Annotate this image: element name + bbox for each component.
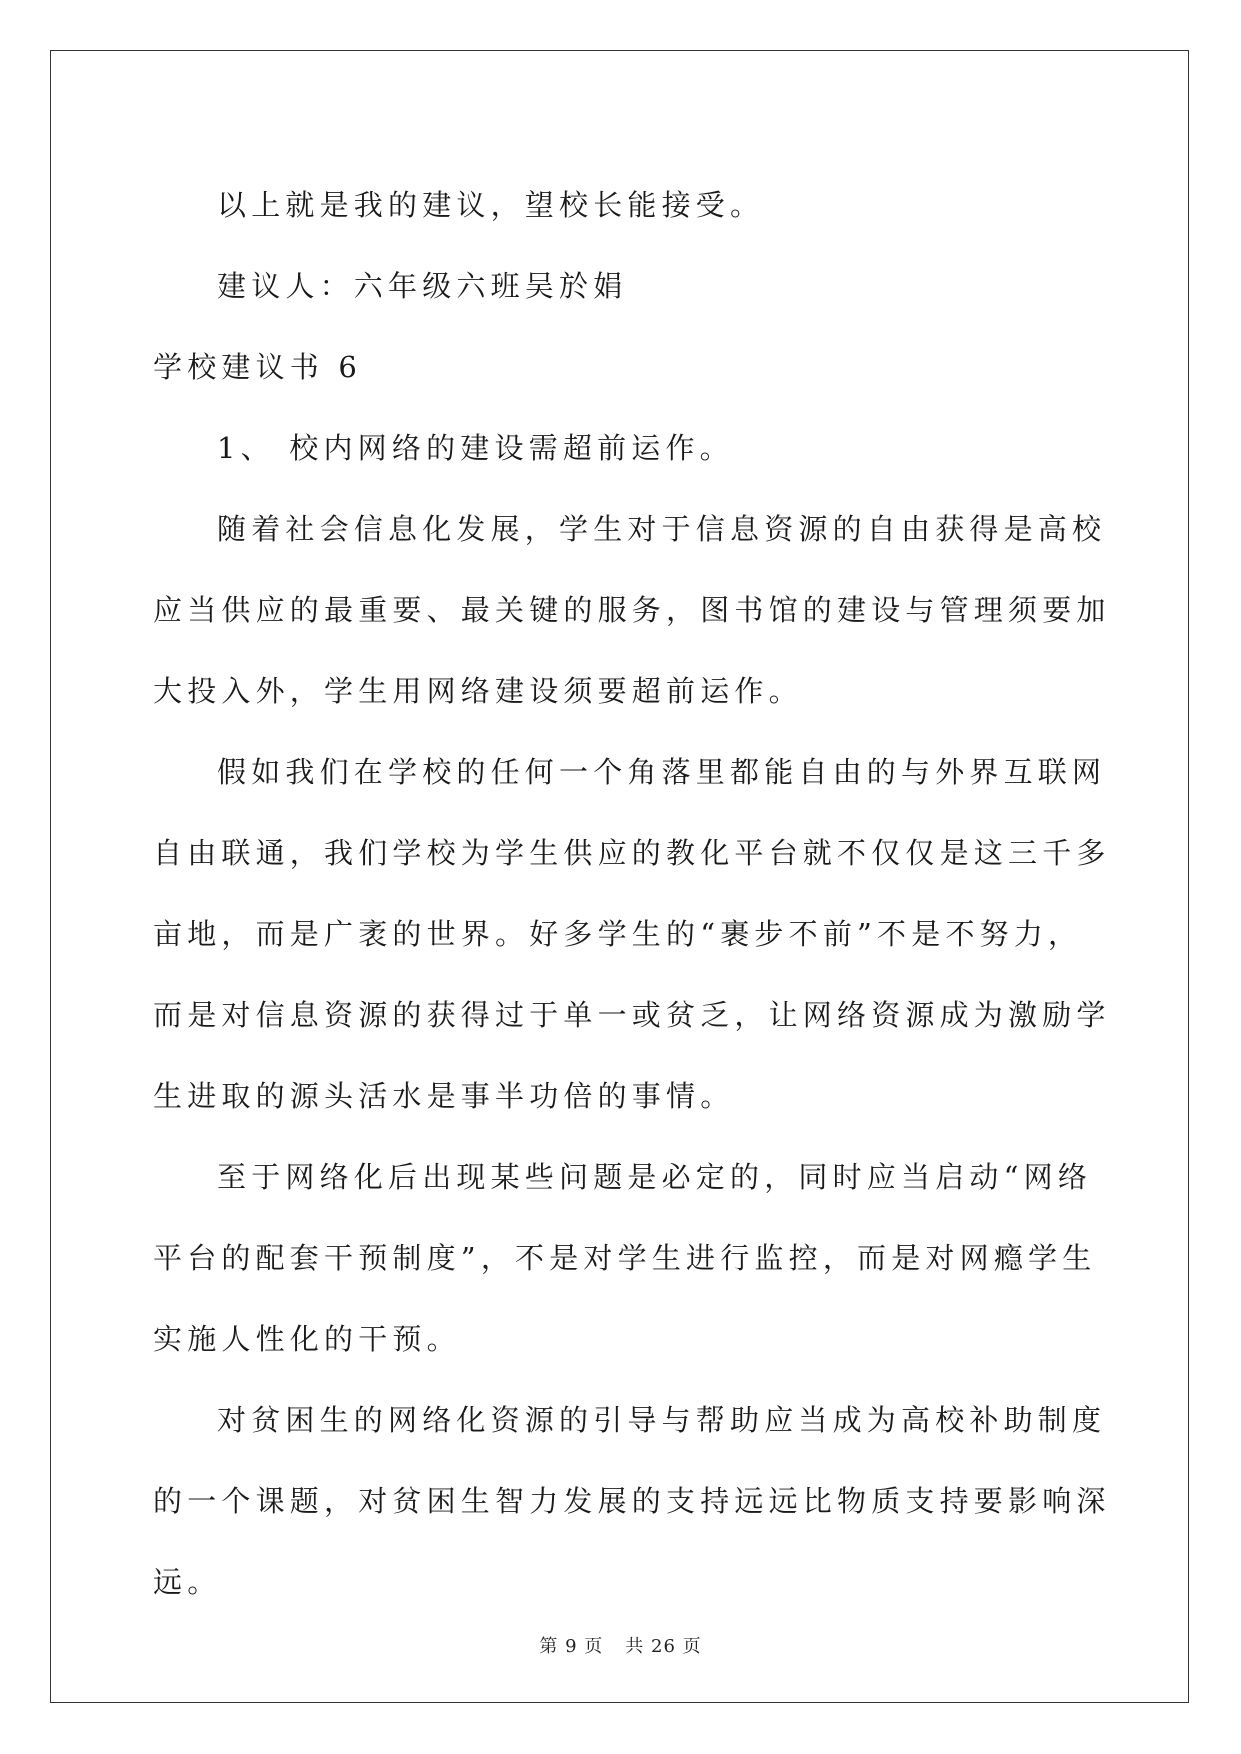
- signature-line: 建议人：六年级六班吴於娟: [217, 269, 628, 303]
- body-paragraph: 对贫困生的网络化资源的引导与帮助应当成为高校补助制度的一个课题，对贫困生智力发展的支持远远比物质支持要影响深远。: [153, 1403, 1111, 1599]
- page-total: 共 26 页: [625, 1636, 702, 1657]
- point-heading: 1、 校内网络的建设需超前运作。: [217, 431, 734, 465]
- page-footer: [0, 1632, 1241, 1658]
- body-paragraph: 至于网络化后出现某些问题是必定的，同时应当启动“网络平台的配套干预制度”，不是对学生进行监控，而是对网瘾学生实施人性化的干预。: [153, 1160, 1097, 1356]
- body-paragraph: 假如我们在学校的任何一个角落里都能自由的与外界互联网自由联通，我们学校为学生供应的教化平台就不仅仅是这三千多亩地，而是广袤的世界。好多学生的“裹步不前”不是不努力，而是对信息资源的获得过于单一或贫乏，让网络资源成为激励学生进取的源头活水是事半功倍的事情。: [153, 755, 1111, 1113]
- body-paragraph: 随着社会信息化发展，学生对于信息资源的自由获得是高校应当供应的最重要、最关键的服务，图书馆的建设与管理须要加大投入外，学生用网络建设须要超前运作。: [153, 512, 1111, 708]
- section-title: 学校建议书 6: [153, 350, 363, 384]
- closing-paragraph: 以上就是我的建议，望校长能接受。: [217, 188, 765, 222]
- document-body: [153, 165, 1113, 1623]
- page-number: 第 9 页: [539, 1636, 604, 1657]
